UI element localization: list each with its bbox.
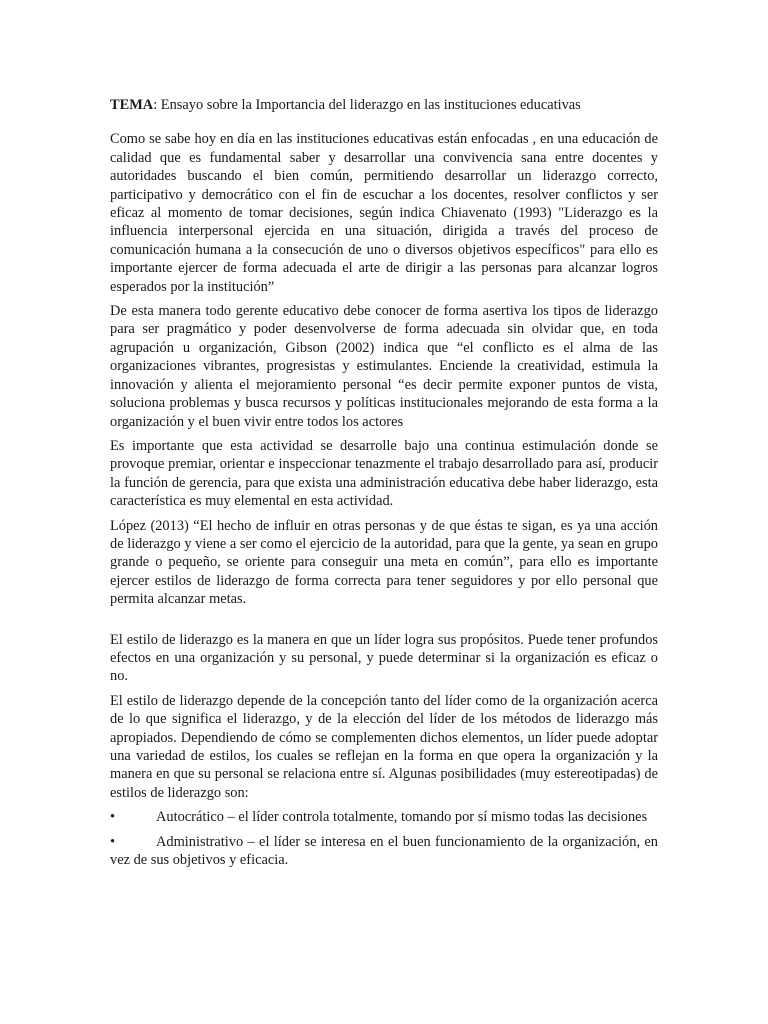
bullet-text: Administrativo – el líder se interesa en el buen funcionamiento de la organización, en vez de sus objetivos y eficacia.	[110, 833, 658, 869]
paragraph-gap	[110, 615, 658, 631]
title-label: TEMA	[110, 97, 154, 113]
bullet-administrativo	[110, 833, 658, 870]
paragraph-estilo-definicion: El estilo de liderazgo es la manera en que un líder logra sus propósitos. Puede tener profundos efectos en una organización y su personal, y puede determinar si la organización es eficaz o no.	[110, 631, 658, 685]
document-title	[110, 96, 658, 114]
bullet-mark: •	[110, 809, 116, 826]
paragraph-estimulacion: Es importante que esta actividad se desarrolle bajo una continua estimulación donde se provoque premiar, orientar e inspeccionar tenazmente el trabajo desarrollado para así, producir la función de gerencia, para que exista una administración educativa debe haber liderazgo, esta característica es muy elemental en esta actividad.	[110, 437, 658, 510]
bullet-text: Autocrático – el líder controla totalmente, tomando por sí mismo todas las decisiones	[156, 809, 648, 826]
bullet-mark: •	[110, 833, 116, 850]
title-text: : Ensayo sobre la Importancia del liderazgo en las instituciones educativas	[153, 97, 581, 113]
paragraph-gerente: De esta manera todo gerente educativo debe conocer de forma asertiva los tipos de liderazgo para ser pragmático y poder desenvolverse de forma adecuada sin olvidar que, en toda agrupación u organización, Gibson (2002) indica que “el conflicto es el alma de las organizaciones vibrantes, progresistas y estimulantes. Enciende la creatividad, estimula la innovación y alienta el mejoramiento personal “es decir permite exponer puntos de vista, soluciona problemas y busca recursos y políticas institucionales mejorando de esta forma a la organización y el buen vivir entre todos los actores	[110, 303, 658, 430]
paragraph-lopez: López (2013) “El hecho de influir en otras personas y de que éstas te sigan, es ya una acción de liderazgo y viene a ser como el ejercicio de la autoridad, para que la gente, ya sean en grupo grande o pequeño, se oriente para conseguir una meta en común”, para ello es importante ejercer estilos de liderazgo de forma correcta para tener seguidores y por ello personal que permita alcanzar metas.	[110, 517, 658, 608]
paragraph-intro: Como se sabe hoy en día en las instituciones educativas están enfocadas , en una educación de calidad que es fundamental saber y desarrollar una convivencia sana entre docentes y autoridades buscando el bien común, permitiendo desarrollar un liderazgo correcto, participativo y democrático con el fin de escuchar a los docentes, resolver conflictos y ser eficaz al momento de tomar decisiones, según indica Chiavenato (1993) "Liderazgo es la influencia interpersonal ejercida en una situación, dirigida a través del proceso de comunicación humana a la consecución de uno o diversos objetivos específicos" para ello es importante ejercer de forma adecuada el arte de dirigir a las personas para alcanzar logros esperados por la institución”	[110, 131, 658, 295]
document-page	[110, 96, 658, 875]
bullet-autocratico	[110, 808, 658, 826]
paragraph-estilo-depende: El estilo de liderazgo depende de la concepción tanto del líder como de la organización acerca de lo que significa el liderazgo, y de la elección del líder de los métodos de liderazgo más apropiados. Dependiendo de cómo se complementen dichos elementos, un líder puede adoptar una variedad de estilos, los cuales se reflejan en la forma en que opera la organización y la manera en que su personal se relaciona entre sí. Algunas posibilidades (muy estereotipadas) de estilos de liderazgo son:	[110, 692, 658, 801]
